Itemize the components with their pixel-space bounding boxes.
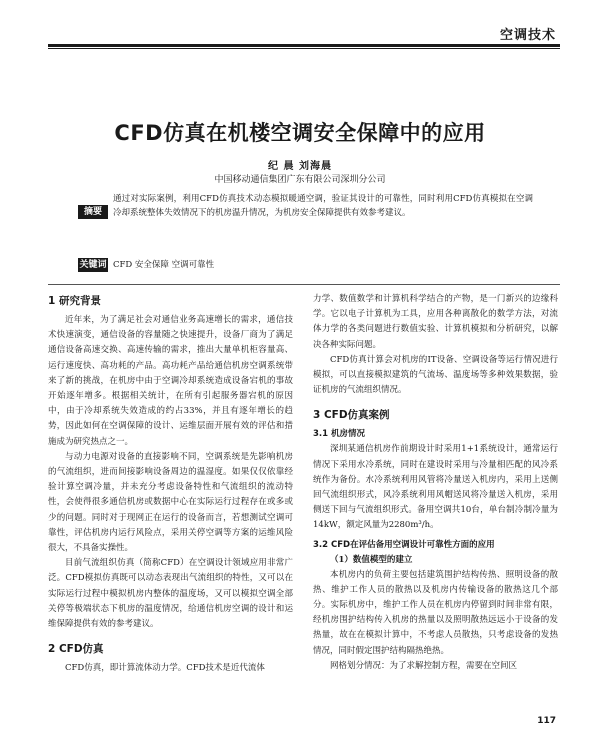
right-column: [313, 292, 558, 674]
page-number: 117: [537, 716, 556, 726]
section-heading-cfd: 2 CFD仿真: [48, 643, 104, 656]
section-heading-case: 3 CFD仿真案例: [313, 409, 390, 422]
keywords-label: 关键词: [79, 260, 107, 270]
abstract-text: 通过对实际案例，利用CFD仿真技术动态模拟暖通空调，验证其设计的可靠性，同时利用CFD仿真模拟在空调冷却系统整体失效情况下的机房温升情况，为机房安全保障提供有效参考建议。: [113, 194, 533, 218]
paragraph: 目前气流组织仿真（简称CFD）在空调设计领域应用非常广泛。CFD模拟仿真既可以动态表现出气流组织的特性，又可以在实际运行过程中模拟机房内整体的温度场，又可以模拟空调全部关停等极端状态下机房的温度情况，给通信机房空调的设计和运维保障提供有效的参考建议。: [48, 558, 293, 630]
left-column: [48, 292, 293, 676]
paragraph: 深圳某通信机房作前期设计时采用1+1系统设计，通常运行情况下采用水冷系统，同时在建设时采用与冷量相匹配的风冷系统作为备份。水冷系统利用风管将冷量送入机房内，采用上送侧回气流组织形式，风冷系统利用风帽送风将冷量送入机房，采用侧送下回与气流组织形式。备用空调共10台，单台制冷制冷量为14kW，额定风量为2280m³/h。: [313, 444, 558, 531]
subsection-heading-room: 3.1 机房情况: [313, 429, 366, 440]
paragraph: CFD仿真计算会对机房的IT设备、空调设备等运行情况进行模拟，可以直接模拟建筑的气流场、温度场等多种效果数据，验证机房的气流组织情况。: [313, 354, 558, 396]
keywords-text: CFD 安全保障 空调可靠性: [113, 260, 215, 270]
paragraph: 本机房内的负荷主要包括建筑围护结构传热、照明设备的散热、维护工作人员的散热以及机房内传输设备的散热这几个部分。实际机房中，维护工作人员在机房内停留到时间非常有限，经机房围护结构传入机房的热量以及照明散热远远小于设备的发热量，故在在模拟计算中，不考虑人员散热，只考虑设备的发热情况，同时假定围护结构隔热绝热。: [313, 569, 558, 656]
abstract-label: 摘要: [78, 205, 108, 219]
page-header: [0, 0, 600, 48]
section-heading-background: 1 研究背景: [48, 295, 101, 307]
abstract-divider: [48, 284, 560, 285]
paragraph-continued: 力学、数值数学和计算机科学结合的产物，是一门新兴的边缘科学。它以电子计算机为工具，应用各种离散化的数学方法，对流体力学的各类问题进行数值实验、计算机模拟和分析研究，以解决各种实际问题。: [313, 294, 558, 350]
header-rule-thin: [48, 48, 560, 49]
paragraph: 近年来，为了满足社会对通信业务高速增长的需求，通信技术快速演变，通信设备的容量随之快速提升，设备厂商为了满足通信设备高速交换、高速传输的需求，推出大量单机柜容量高、运行速度快、高功耗的产品。高功耗产品给通信机房空调系统带来了新的挑战，在机房中由于空调冷却系统造成设备宕机的事故开始逐年增多。根据相关统计，在所有引起服务器宕机的原因中，由于冷却系统失效造成的约占33%，并且有逐年增长的趋势，因此如何在空调保障的设计、运维层面开展有效的评估和措施成为研究热点之一。: [48, 315, 293, 447]
article-title: CFD仿真在机楼空调安全保障中的应用: [114, 121, 486, 145]
article-authors: 纪 晨 刘海晨: [268, 161, 332, 172]
header-rule: [48, 44, 560, 47]
subsection-heading-reliability: 3.2 CFD在评估备用空调设计可靠性方面的应用: [313, 539, 495, 550]
column-name: 空调技术: [499, 28, 556, 43]
subsubsection-heading-model: （1）数值模型的建立: [330, 554, 413, 565]
paragraph: CFD仿真，即计算流体动力学。CFD技术是近代流体: [65, 663, 265, 674]
article-affiliation: 中国移动通信集团广东有限公司深圳分公司: [214, 175, 386, 185]
paragraph: 网格划分情况：为了求解控制方程，需要在空间区: [330, 660, 518, 671]
paragraph: 与动力电源对设备的直接影响不同，空调系统是先影响机房的气流组织，进而间接影响设备周边的温湿度。如果仅仅依靠经验计算空调冷量，并未充分考虑设备特性和气流组织的流动特性，会使得很多通信机房或数据中心在实际运行过程存在或多或少的问题。同时对于现网正在运行的设备而言，若想测试空调可靠性，评估机房内运行风险点，采用关停空调等方案的运维风险很大，不具备实操性。: [48, 451, 293, 554]
